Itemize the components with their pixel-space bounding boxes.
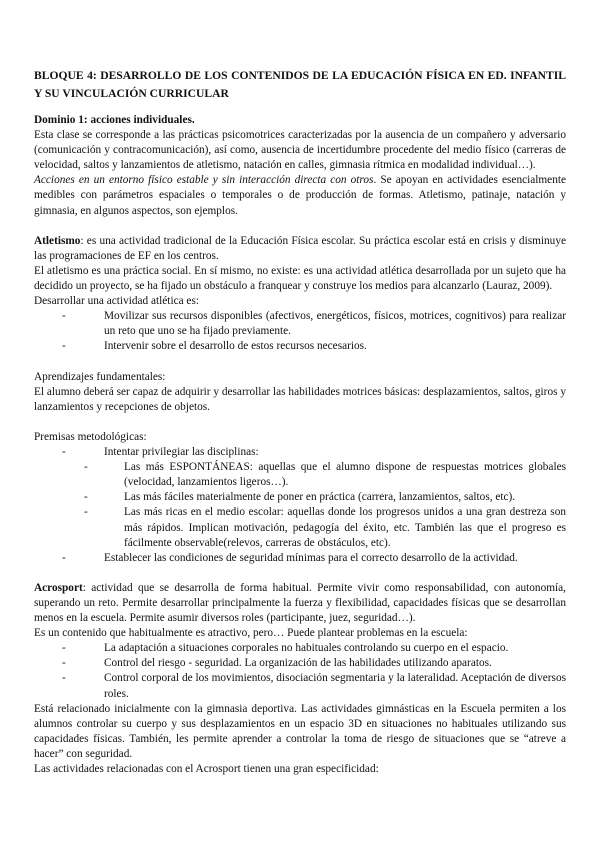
list-item: - Intervenir sobre el desarrollo de estos recursos necesarios. — [34, 339, 566, 354]
document-body — [34, 113, 566, 777]
sub-list-item: - Las más ricas en el medio escolar: aquellas donde los progresos unidos a una gran destreza son más rápidos. Implican motivación, pedagogía del éxito, etc. También las que el progreso es fácilmente observable(relevos, carreras de obstáculos, etc). — [34, 505, 566, 550]
paragraph: Desarrollar una actividad atlética es: — [34, 295, 199, 308]
list — [34, 309, 566, 354]
paragraph: Las actividades relacionadas con el Acrosport tienen una gran especificidad: — [34, 763, 379, 776]
term-acrosport: Acrosport — [34, 581, 83, 594]
term-atletismo: Atletismo — [34, 234, 81, 247]
paragraph: El alumno deberá ser capaz de adquirir y desarrollar las habilidades motrices básicas: desplazamientos, saltos, giros y lanzamientos y recepciones de objetos. — [34, 385, 566, 413]
document-title: BLOQUE 4: DESARROLLO DE LOS CONTENIDOS DE LA EDUCACIÓN FÍSICA EN ED. INFANTIL Y SU VINCULACIÓN CURRICULAR — [34, 69, 566, 100]
paragraph: Es un contenido que habitualmente es atractivo, pero… Puede plantear problemas en la escuela: — [34, 627, 468, 640]
list-item: - Establecer las condiciones de seguridad mínimas para el correcto desarrollo de la actividad. — [34, 551, 566, 566]
paragraph: Esta clase se corresponde a las prácticas psicomotrices caracterizadas por la ausencia de un compañero y adversario (comunicación y contracomunicación), así como, ausencia de incertidumbre procedente del medio físico (carreras de velocidad, saltos y lanzamientos de atletismo, natación en calles, gimnasia rítmica en modalidad individual…). — [34, 129, 566, 172]
sub-list-item: - Las más fáciles materialmente de poner en práctica (carrera, lanzamientos, saltos, etc). — [34, 490, 566, 505]
paragraph: Acciones en un entorno físico estable y sin interacción directa con otros. Se apoyan en actividades esencialmente medibles con parámetros espaciales o temporales o de producción de formas. Atletismo, patinaje, natación y gimnasia, en algunos aspectos, son ejemplos. — [34, 174, 566, 217]
paragraph: Acrosport: actividad que se desarrolla de forma habitual. Permite vivir como responsabilidad, con autonomía, superando un reto. Permite desarrollar principalmente la fuerza y flexibilidad, capacidades físicas que se desarrollan menos en la escuela. Permite asumir diversos roles (participante, juez, seguridad…). — [34, 581, 566, 625]
sub-list-item: - Las más ESPONTÁNEAS: aquellas que el alumno dispone de respuestas motrices globales (velocidad, lanzamientos ligeros…). — [34, 460, 566, 490]
list-item: - Control corporal de los movimientos, disociación segmentaria y la lateralidad. Aceptación de diversos roles. — [34, 671, 566, 701]
paragraph: El atletismo es una práctica social. En sí mismo, no existe: es una actividad atlética desarrollada por un sujeto que ha decidido un proyecto, se ha fijado un obstáculo a franquear y construye los medios para alcanzarlo (Lauraz, 2009). — [34, 264, 566, 293]
list — [34, 641, 566, 701]
list-item: - Control del riesgo - seguridad. La organización de las habilidades utilizando aparatos. — [34, 656, 566, 671]
list-item: - Intentar privilegiar las disciplinas: — [34, 445, 566, 460]
paragraph: Atletismo: es una actividad tradicional de la Educación Física escolar. Su práctica escolar está en crisis y disminuye las programaciones de EF en los centros. — [34, 234, 566, 262]
list-item: - Movilizar sus recursos disponibles (afectivos, energéticos, físicos, motrices, cognitivos) para realizar un reto que uno se ha fijado previamente. — [34, 309, 566, 339]
subheading: Aprendizajes fundamentales: — [34, 370, 166, 383]
section-heading-dominio: Dominio 1: acciones individuales. — [34, 114, 195, 126]
list — [34, 445, 566, 566]
list-item: - La adaptación a situaciones corporales no habituales controlando su cuerpo en el espacio. — [34, 641, 566, 656]
subheading: Premisas metodológicas: — [34, 430, 147, 443]
paragraph: Está relacionado inicialmente con la gimnasia deportiva. Las actividades gimnásticas en la Escuela permiten a los alumnos controlar su cuerpo y sus desplazamientos en un espacio 3D en situaciones no habituales utilizando sus capacidades físicas. También, les permite aprender a controlar la toma de riesgo de situaciones que se “atreve a hacer” con seguridad. — [34, 702, 566, 760]
italic-phrase: Acciones en un entorno físico estable y sin interacción directa con otros — [34, 174, 374, 187]
